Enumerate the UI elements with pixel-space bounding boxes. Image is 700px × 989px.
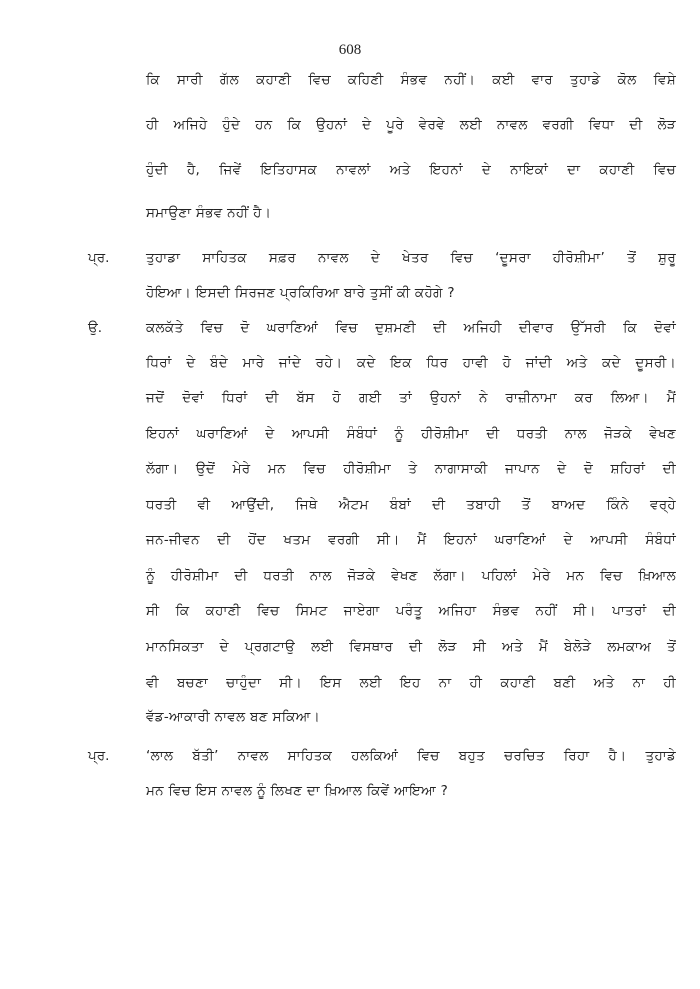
question-label: ਪ੍ਰ. bbox=[88, 250, 110, 266]
text-line: ਜਨ-ਜੀਵਨ ਦੀ ਹੋਂਦ ਖਤਮ ਵਰਗੀ ਸੀ। ਮੈਂ ਇਹਨਾਂ ਘਰਾਣਿਆਂ ਦੇ ਆਪਸੀ ਸੰਬੰਧਾਂ bbox=[146, 532, 676, 548]
answer-label: ਉ. bbox=[88, 320, 103, 336]
text-line: ਹੁੰਦੀ ਹੈ, ਜਿਵੇਂ ਇਤਿਹਾਸਕ ਨਾਵਲਾਂ ਅਤੇ ਇਹਨਾਂ ਦੇ ਨਾਇਕਾਂ ਦਾ ਕਹਾਣੀ ਵਿਚ bbox=[146, 162, 676, 178]
text-line: ਲੱਗਾ। ਉਦੋਂ ਮੇਰੇ ਮਨ ਵਿਚ ਹੀਰੋਸ਼ੀਮਾ ਤੇ ਨਾਗਾਸਾਕੀ ਜਾਪਾਨ ਦੇ ਦੋ ਸ਼ਹਿਰਾਂ ਦੀ bbox=[146, 461, 676, 477]
text-line: ‘ਲਾਲ ਬੱਤੀ’ ਨਾਵਲ ਸਾਹਿਤਕ ਹਲਕਿਆਂ ਵਿਚ ਬਹੁਤ ਚਰਚਿਤ ਰਿਹਾ ਹੈ। ਤੁਹਾਡੇ bbox=[146, 748, 676, 764]
text-line: ਸੀ ਕਿ ਕਹਾਣੀ ਵਿਚ ਸਿਮਟ ਜਾਏਗਾ ਪਰੰਤੂ ਅਜਿਹਾ ਸੰਭਵ ਨਹੀਂ ਸੀ। ਪਾਤਰਾਂ ਦੀ bbox=[146, 603, 676, 619]
text-line: ਹੋਇਆ। ਇਸਦੀ ਸਿਰਜਣ ਪ੍ਰਕਿਰਿਆ ਬਾਰੇ ਤੁਸੀਂ ਕੀ ਕਹੋਗੇ ? bbox=[146, 285, 455, 301]
text-line: ਧਰਤੀ ਵੀ ਆਉਂਦੀ, ਜਿਥੇ ਐਟਮ ਬੰਬਾਂ ਦੀ ਤਬਾਹੀ ਤੋਂ ਬਾਅਦ ਕਿੰਨੇ ਵਰ੍ਹੇ bbox=[146, 497, 676, 513]
text-line: ਇਹਨਾਂ ਘਰਾਣਿਆਂ ਦੇ ਆਪਸੀ ਸੰਬੰਧਾਂ ਨੂੰ ਹੀਰੋਸ਼ੀਮਾ ਦੀ ਧਰਤੀ ਨਾਲ ਜੋੜਕੇ ਵੇਖਣ bbox=[146, 426, 676, 442]
text-line: ਨੂੰ ਹੀਰੋਸ਼ੀਮਾ ਦੀ ਧਰਤੀ ਨਾਲ ਜੋੜਕੇ ਵੇਖਣ ਲੱਗਾ। ਪਹਿਲਾਂ ਮੇਰੇ ਮਨ ਵਿਚ ਖ਼ਿਆਲ bbox=[146, 568, 676, 584]
text-line: ਮਨ ਵਿਚ ਇਸ ਨਾਵਲ ਨੂੰ ਲਿਖਣ ਦਾ ਖ਼ਿਆਲ ਕਿਵੇਂ ਆਇਆ ? bbox=[146, 783, 449, 799]
text-line: ਧਿਰਾਂ ਦੇ ਬੰਦੇ ਮਾਰੇ ਜਾਂਦੇ ਰਹੇ। ਕਦੇ ਇਕ ਧਿਰ ਹਾਵੀ ਹੋ ਜਾਂਦੀ ਅਤੇ ਕਦੇ ਦੂਸਰੀ। bbox=[146, 355, 676, 371]
text-line: ਕਲਕੱਤੇ ਵਿਚ ਦੋ ਘਰਾਣਿਆਂ ਵਿਚ ਦੁਸ਼ਮਣੀ ਦੀ ਅਜਿਹੀ ਦੀਵਾਰ ਉੱਸਰੀ ਕਿ ਦੋਵਾਂ bbox=[146, 320, 676, 336]
text-line: ਤੁਹਾਡਾ ਸਾਹਿਤਕ ਸਫ਼ਰ ਨਾਵਲ ਦੇ ਖੇਤਰ ਵਿਚ ‘ਦੂਸਰਾ ਹੀਰੋਸ਼ੀਮਾ’ ਤੋਂ ਸ਼ੁਰੂ bbox=[146, 250, 676, 266]
text-line: ਵੱਡ-ਆਕਾਰੀ ਨਾਵਲ ਬਣ ਸਕਿਆ। bbox=[146, 709, 320, 725]
text-line: ਹੀ ਅਜਿਹੇ ਹੁੰਦੇ ਹਨ ਕਿ ਉਹਨਾਂ ਦੇ ਪੂਰੇ ਵੇਰਵੇ ਲਈ ਨਾਵਲ ਵਰਗੀ ਵਿਧਾ ਦੀ ਲੋੜ bbox=[146, 117, 676, 133]
text-line: ਜਦੋਂ ਦੋਵਾਂ ਧਿਰਾਂ ਦੀ ਬੱਸ ਹੋ ਗਈ ਤਾਂ ਉਹਨਾਂ ਨੇ ਰਾਜ਼ੀਨਾਮਾ ਕਰ ਲਿਆ। ਮੈਂ bbox=[146, 390, 676, 406]
text-line: ਮਾਨਸਿਕਤਾ ਦੇ ਪ੍ਰਗਟਾਉ ਲਈ ਵਿਸਥਾਰ ਦੀ ਲੋੜ ਸੀ ਅਤੇ ਮੈਂ ਬੇਲੋੜੇ ਲਮਕਾਅ ਤੋਂ bbox=[146, 639, 676, 655]
text-line: ਸਮਾਉਣਾ ਸੰਭਵ ਨਹੀਂ ਹੈ। bbox=[146, 205, 272, 221]
page-number: 608 bbox=[338, 42, 362, 58]
question-label: ਪ੍ਰ. bbox=[88, 748, 110, 764]
text-line: ਕਿ ਸਾਰੀ ਗੱਲ ਕਹਾਣੀ ਵਿਚ ਕਹਿਣੀ ਸੰਭਵ ਨਹੀਂ। ਕਈ ਵਾਰ ਤੁਹਾਡੇ ਕੋਲ ਵਿਸ਼ੇ bbox=[146, 72, 676, 88]
text-line: ਵੀ ਬਚਣਾ ਚਾਹੁੰਦਾ ਸੀ। ਇਸ ਲਈ ਇਹ ਨਾ ਹੀ ਕਹਾਣੀ ਬਣੀ ਅਤੇ ਨਾ ਹੀ bbox=[146, 675, 676, 691]
